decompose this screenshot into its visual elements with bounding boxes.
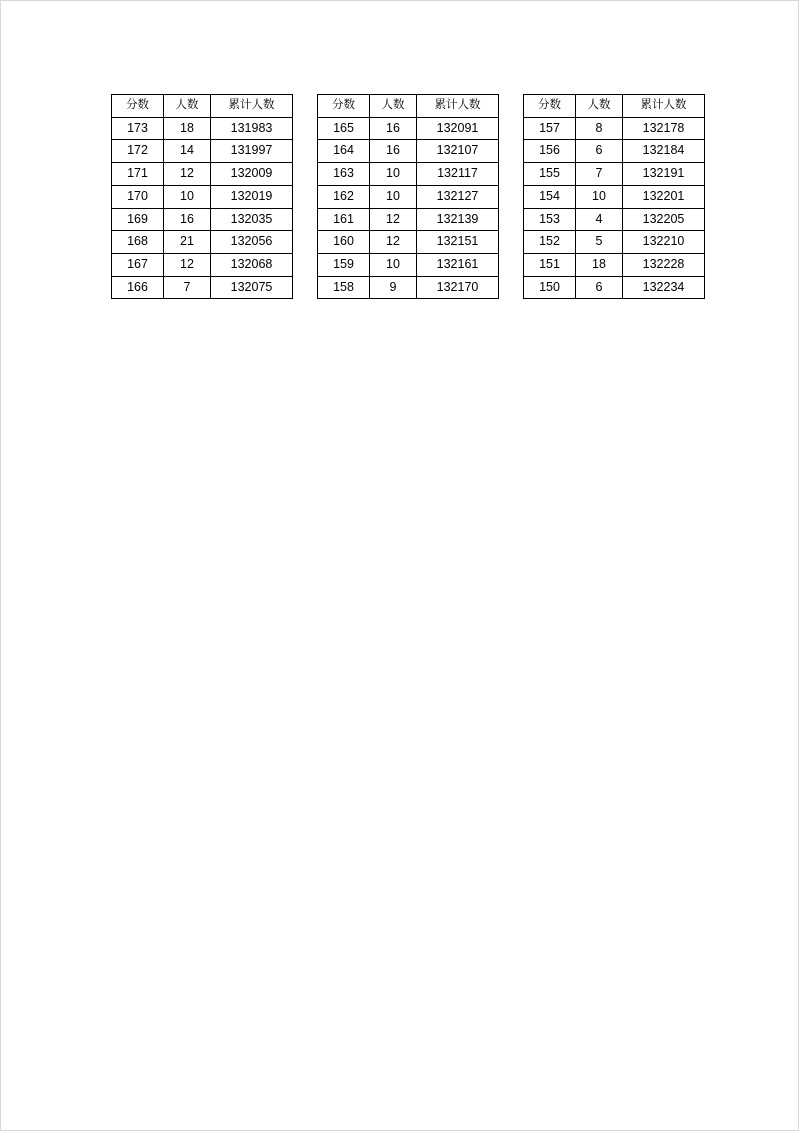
- score-table-2: [317, 94, 499, 299]
- cell-score: 167: [112, 253, 164, 276]
- cell-count: 10: [370, 185, 417, 208]
- table-row: [318, 185, 499, 208]
- table-header-row: [112, 95, 293, 118]
- cell-count: 16: [164, 208, 211, 231]
- column-header-count: 人数: [164, 95, 211, 118]
- table-row: [524, 276, 705, 299]
- cell-count: 10: [164, 185, 211, 208]
- cell-score: 159: [318, 253, 370, 276]
- cell-score: 164: [318, 140, 370, 163]
- cell-score: 151: [524, 253, 576, 276]
- cell-cumulative: 132234: [623, 276, 705, 299]
- cell-count: 9: [370, 276, 417, 299]
- table-row: [524, 253, 705, 276]
- cell-count: 14: [164, 140, 211, 163]
- cell-count: 7: [164, 276, 211, 299]
- column-header-cumulative: 累计人数: [417, 95, 499, 118]
- cell-score: 155: [524, 163, 576, 186]
- cell-score: 158: [318, 276, 370, 299]
- table-row: [112, 140, 293, 163]
- column-header-score: 分数: [524, 95, 576, 118]
- cell-cumulative: 132161: [417, 253, 499, 276]
- cell-count: 12: [164, 163, 211, 186]
- cell-score: 169: [112, 208, 164, 231]
- table-row: [112, 208, 293, 231]
- cell-score: 166: [112, 276, 164, 299]
- cell-count: 18: [576, 253, 623, 276]
- cell-score: 157: [524, 117, 576, 140]
- column-header-cumulative: 累计人数: [211, 95, 293, 118]
- cell-cumulative: 132170: [417, 276, 499, 299]
- table-header-row: [524, 95, 705, 118]
- cell-count: 21: [164, 231, 211, 254]
- cell-cumulative: 132205: [623, 208, 705, 231]
- cell-score: 173: [112, 117, 164, 140]
- cell-score: 172: [112, 140, 164, 163]
- column-header-score: 分数: [112, 95, 164, 118]
- table-row: [112, 231, 293, 254]
- table-row: [318, 231, 499, 254]
- table-row: [318, 117, 499, 140]
- table-header-row: [318, 95, 499, 118]
- cell-cumulative: 132151: [417, 231, 499, 254]
- column-header-count: 人数: [370, 95, 417, 118]
- table-row: [524, 163, 705, 186]
- table-row: [112, 163, 293, 186]
- cell-cumulative: 132068: [211, 253, 293, 276]
- cell-score: 154: [524, 185, 576, 208]
- cell-count: 16: [370, 117, 417, 140]
- cell-score: 153: [524, 208, 576, 231]
- cell-score: 160: [318, 231, 370, 254]
- table-row: [112, 276, 293, 299]
- cell-cumulative: 132228: [623, 253, 705, 276]
- cell-score: 152: [524, 231, 576, 254]
- cell-cumulative: 132178: [623, 117, 705, 140]
- cell-score: 162: [318, 185, 370, 208]
- column-header-cumulative: 累计人数: [623, 95, 705, 118]
- cell-cumulative: 131997: [211, 140, 293, 163]
- table-row: [112, 117, 293, 140]
- cell-cumulative: 132117: [417, 163, 499, 186]
- table-row: [318, 253, 499, 276]
- cell-cumulative: 132075: [211, 276, 293, 299]
- cell-count: 10: [576, 185, 623, 208]
- cell-score: 161: [318, 208, 370, 231]
- cell-count: 18: [164, 117, 211, 140]
- cell-count: 6: [576, 140, 623, 163]
- table-row: [524, 208, 705, 231]
- table-row: [524, 117, 705, 140]
- cell-cumulative: 132107: [417, 140, 499, 163]
- table-row: [112, 253, 293, 276]
- cell-cumulative: 132091: [417, 117, 499, 140]
- cell-count: 16: [370, 140, 417, 163]
- cell-score: 168: [112, 231, 164, 254]
- cell-count: 8: [576, 117, 623, 140]
- cell-cumulative: 132056: [211, 231, 293, 254]
- cell-cumulative: 132184: [623, 140, 705, 163]
- score-tables-container: [111, 94, 705, 299]
- cell-count: 6: [576, 276, 623, 299]
- table-row: [524, 140, 705, 163]
- score-table-1: [111, 94, 293, 299]
- cell-count: 4: [576, 208, 623, 231]
- cell-score: 163: [318, 163, 370, 186]
- cell-cumulative: 132210: [623, 231, 705, 254]
- cell-cumulative: 132009: [211, 163, 293, 186]
- table-row: [318, 208, 499, 231]
- cell-score: 150: [524, 276, 576, 299]
- column-header-score: 分数: [318, 95, 370, 118]
- table-row: [318, 140, 499, 163]
- table-row: [524, 231, 705, 254]
- cell-count: 10: [370, 163, 417, 186]
- cell-score: 156: [524, 140, 576, 163]
- cell-cumulative: 132035: [211, 208, 293, 231]
- cell-cumulative: 131983: [211, 117, 293, 140]
- cell-count: 5: [576, 231, 623, 254]
- table-row: [524, 185, 705, 208]
- cell-cumulative: 132191: [623, 163, 705, 186]
- cell-score: 171: [112, 163, 164, 186]
- cell-count: 12: [370, 208, 417, 231]
- cell-count: 10: [370, 253, 417, 276]
- table-row: [318, 163, 499, 186]
- cell-count: 7: [576, 163, 623, 186]
- cell-cumulative: 132201: [623, 185, 705, 208]
- cell-count: 12: [164, 253, 211, 276]
- cell-score: 170: [112, 185, 164, 208]
- cell-cumulative: 132127: [417, 185, 499, 208]
- column-header-count: 人数: [576, 95, 623, 118]
- cell-cumulative: 132139: [417, 208, 499, 231]
- table-row: [112, 185, 293, 208]
- table-row: [318, 276, 499, 299]
- cell-score: 165: [318, 117, 370, 140]
- score-table-3: [523, 94, 705, 299]
- cell-count: 12: [370, 231, 417, 254]
- cell-cumulative: 132019: [211, 185, 293, 208]
